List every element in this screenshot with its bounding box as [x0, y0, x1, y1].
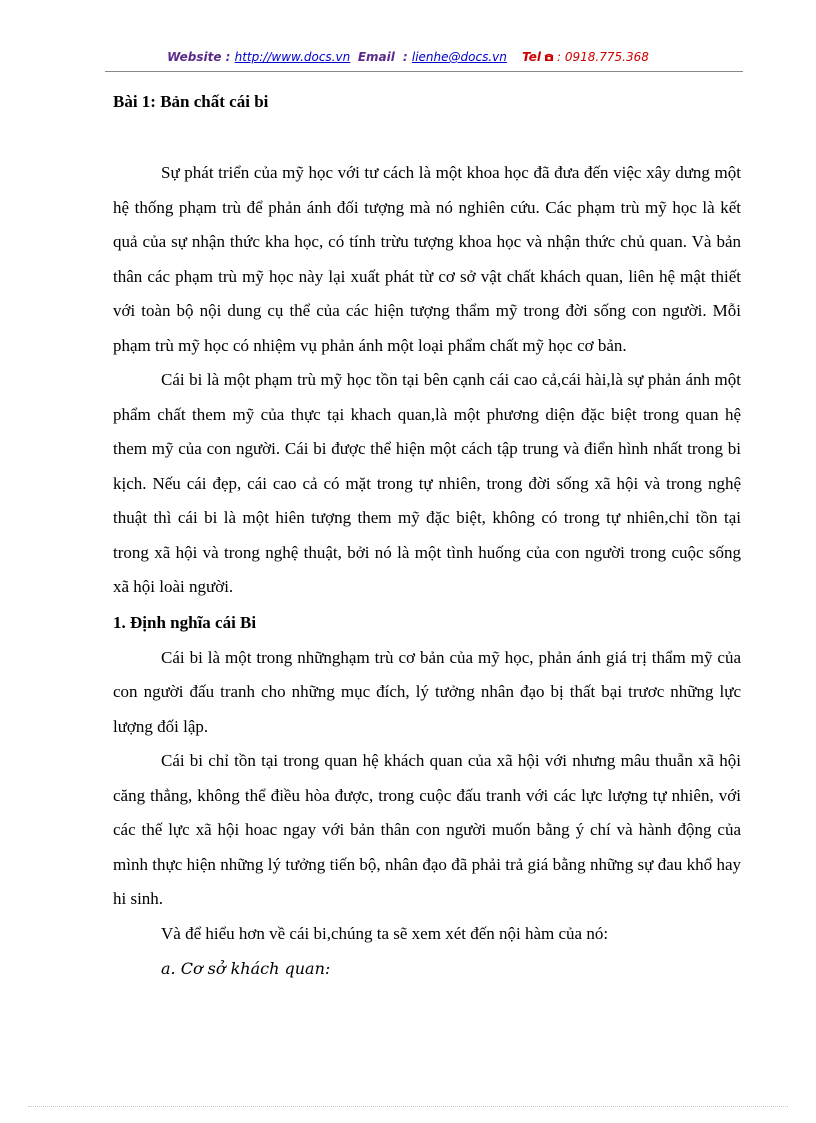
subsection-heading: a. Cơ sở khách quan: [161, 959, 331, 978]
website-link[interactable]: http://www.docs.vn [234, 50, 351, 64]
website-separator: : [221, 50, 235, 64]
email-link[interactable]: lienhe@docs.vn [411, 50, 507, 64]
page-header [0, 50, 816, 64]
phone-icon [544, 52, 554, 62]
website-label: Website [167, 50, 222, 64]
header-divider [105, 71, 743, 72]
email-separator: : [398, 50, 412, 64]
paragraph: Cái bi là một trong nhữnghạm trù cơ bản của mỹ học, phản ánh giá trị thẩm mỹ của con người đấu tranh cho những mục đích, lý tưởng nhân đạo bị thất bại trươc những lực lượng đối lập. [113, 647, 741, 736]
document-body [113, 88, 741, 987]
footer-divider [28, 1106, 788, 1107]
paragraph: Cái bi chỉ tồn tại trong quan hệ khách quan của xã hội với nhưng mâu thuẫn xã hội căng thẳng, không thể điều hòa được, trong cuộc đấu tranh với các lực lượng tự nhiên, với các thế lực xã hội hoac ngay với bản thân con người muốn bằng ý chí và hành động của mình thực hiện những lý tưởng tiến bộ, nhân đạo đã phải trả giá bằng những sự đau khổ hay hi sinh. [113, 751, 741, 908]
paragraph: Cái bi là một phạm trù mỹ học tồn tại bên cạnh cái cao cả,cái hài,là sự phản ánh một phẩm chất them mỹ của thực tại khach quan,là một phương diện đặc biệt trong quan hệ them mỹ của con người. Cái bi được thể hiện một cách tập trung và điển hình nhất trong bi kịch. Nếu cái đẹp, cái cao cả có mặt trong tự nhiên, trong đời sống xã hội và trong nghệ thuật thì cái bi là một hiên tượng them mỹ đặc biệt, không có trong tự nhiên,chỉ tồn tại trong xã hội và trong nghệ thuật, bởi nó là một tình huống của con người trong cuộc sống xã hội loài người. [113, 370, 741, 596]
email-label: Email [357, 50, 395, 64]
phone-number: : 0918.775.368 [557, 50, 649, 64]
paragraph: Và để hiểu hơn về cái bi,chúng ta sẽ xem xét đến nội hàm của nó: [161, 923, 609, 943]
document-title: Bài 1: Bản chất cái bi [113, 92, 269, 111]
paragraph: Sự phát triển của mỹ học với tư cách là một khoa học đã đưa đến việc xây dưng một hệ thống phạm trù để phản ánh đối tượng mà nó nghiên cứu. Các phạm trù mỹ học là kết quả của sự nhận thức kha học, có tính trừu tượng khoa học và nhận thức chủ quan. Và bản thân các phạm trù mỹ học này lại xuất phát từ cơ sở vật chất khách quan, liên hệ mật thiết với toàn bộ nội dung cụ thể của các hiện tượng thẩm mỹ trong đời sống con người. Mỗi phạm trù mỹ học có nhiệm vụ phản ánh một loại phẩm chất mỹ học cơ bản. [113, 163, 741, 355]
tel-label: Tel [522, 50, 542, 64]
section-heading: 1. Định nghĩa cái Bi [113, 612, 257, 632]
